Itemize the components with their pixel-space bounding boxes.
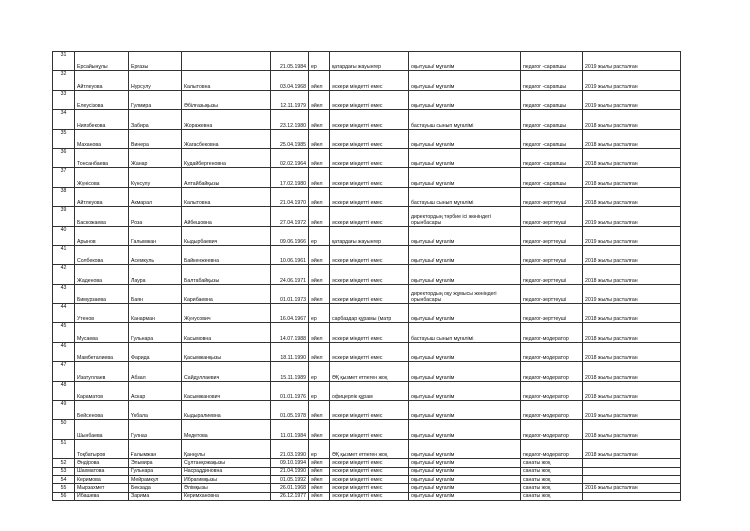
surname-cell: Бимурзаева (75, 284, 129, 303)
patronymic-cell: Карибаевна (182, 284, 271, 303)
position-cell: оқытушы/ мұғалім (409, 342, 521, 361)
row-number: 31 (53, 52, 75, 71)
table-row (53, 362, 681, 381)
position-cell: оқытушы/ мұғалім (409, 439, 521, 458)
row-number: 41 (53, 245, 75, 264)
gender-cell: әйел (309, 207, 330, 226)
row-number: 40 (53, 226, 75, 245)
category-cell: педагог -сарапшы (521, 129, 583, 148)
confirmation-note-cell: 2018 жылы расталған (583, 342, 681, 361)
position-cell: оқытушы/ мұғалім (409, 401, 521, 420)
military-status-cell: әскери міндетті емес (330, 420, 409, 439)
gender-cell: әйел (309, 459, 330, 467)
category-cell: санаты жоқ (521, 475, 583, 483)
name-cell: Жанар (129, 148, 182, 167)
patronymic-cell: Калытовна (182, 187, 271, 206)
confirmation-note-cell: 2018 жылы расталған (583, 362, 681, 381)
position-cell: оқытушы/ мұғалім (409, 420, 521, 439)
patronymic-cell: Әлімқызы (182, 484, 271, 492)
patronymic-cell: Қасымжанқызы (182, 342, 271, 361)
patronymic-cell (182, 52, 271, 71)
military-status-cell: ӘҚ қызмет етпеген жоқ (330, 439, 409, 458)
category-cell: педагог-зерттеуші (521, 245, 583, 264)
category-cell: педагог -сарапшы (521, 52, 583, 71)
table-row (53, 381, 681, 400)
patronymic-cell: Кыдырбаевич (182, 226, 271, 245)
row-number: 43 (53, 284, 75, 303)
gender-cell: әйел (309, 168, 330, 187)
table-row (53, 467, 681, 475)
patronymic-cell: Керимхановна (182, 492, 271, 500)
surname-cell: Ибашева (75, 492, 129, 500)
category-cell: педагог-модератор (521, 362, 583, 381)
patronymic-cell: Насраддиновна (182, 467, 271, 475)
row-number: 45 (53, 323, 75, 342)
military-status-cell: әскери міндетті емес (330, 265, 409, 284)
patronymic-cell: Касымжанович (182, 381, 271, 400)
birth-date-cell: 09.06.1966 (271, 226, 309, 245)
position-cell: оқытушы/ мұғалім (409, 304, 521, 323)
surname-cell: Мырзахмет (75, 484, 129, 492)
name-cell: Эльмира (129, 459, 182, 467)
confirmation-note-cell: 2019 жылы расталған (583, 226, 681, 245)
gender-cell: ер (309, 381, 330, 400)
table-row (53, 168, 681, 187)
name-cell: Нурсулу (129, 71, 182, 90)
confirmation-note-cell: 2018 жылы расталған (583, 148, 681, 167)
patronymic-cell: Ибрагимқызы (182, 475, 271, 483)
military-status-cell: әскери міндетті емес (330, 148, 409, 167)
row-number: 47 (53, 362, 75, 381)
position-cell: оқытушы/ мұғалім (409, 168, 521, 187)
table-row (53, 265, 681, 284)
table-row (53, 284, 681, 303)
military-status-cell: әскери міндетті емес (330, 484, 409, 492)
gender-cell: әйел (309, 90, 330, 109)
row-number: 51 (53, 439, 75, 458)
position-cell: директордың оқу жұмысы жөніндегі орынбасары (409, 284, 521, 303)
gender-cell: әйел (309, 148, 330, 167)
patronymic-cell: Сұлтанқожақызы (182, 459, 271, 467)
gender-cell: әйел (309, 265, 330, 284)
staff-table (52, 51, 681, 501)
category-cell: педагог -сарапшы (521, 148, 583, 167)
gender-cell: ер (309, 226, 330, 245)
surname-cell: Утенов (75, 304, 129, 323)
confirmation-note-cell: 2019 жылы расталған (583, 207, 681, 226)
row-number: 46 (53, 342, 75, 361)
name-cell: Баян (129, 284, 182, 303)
gender-cell: әйел (309, 71, 330, 90)
gender-cell: әйел (309, 187, 330, 206)
gender-cell: әйел (309, 284, 330, 303)
name-cell: Бекзада (129, 484, 182, 492)
name-cell: Галымжан (129, 226, 182, 245)
military-status-cell: офицерлік құрам (330, 381, 409, 400)
category-cell: санаты жоқ (521, 484, 583, 492)
patronymic-cell: Сайдуллаевич (182, 362, 271, 381)
military-status-cell: сарбаздар құрамы (матр (330, 304, 409, 323)
confirmation-note-cell: 2018 жылы расталған (583, 420, 681, 439)
row-number: 33 (53, 90, 75, 109)
category-cell: педагог-зерттеуші (521, 226, 583, 245)
surname-cell: Маханова (75, 129, 129, 148)
table-row (53, 401, 681, 420)
patronymic-cell: Кыдыралиевна (182, 401, 271, 420)
position-cell: оқытушы/ мұғалім (409, 459, 521, 467)
position-cell: оқытушы/ мұғалім (409, 71, 521, 90)
position-cell: оқытушы/ мұғалім (409, 52, 521, 71)
birth-date-cell: 02.02.1964 (271, 148, 309, 167)
position-cell: оқытушы/ мұғалім (409, 129, 521, 148)
confirmation-note-cell: 2018 жылы расталған (583, 187, 681, 206)
surname-cell: Ниязбекова (75, 110, 129, 129)
birth-date-cell: 25.04.1985 (271, 129, 309, 148)
category-cell: санаты жоқ (521, 492, 583, 500)
row-number: 54 (53, 475, 75, 483)
military-status-cell: әскери міндетті емес (330, 90, 409, 109)
name-cell: Асемкуль (129, 245, 182, 264)
military-status-cell: әскери міндетті емес (330, 467, 409, 475)
confirmation-note-cell: 2019 жылы расталған (583, 71, 681, 90)
table-row (53, 475, 681, 483)
category-cell: педагог-модератор (521, 381, 583, 400)
patronymic-cell: Әбілғазықызы (182, 90, 271, 109)
row-number: 48 (53, 381, 75, 400)
military-status-cell: әскери міндетті емес (330, 71, 409, 90)
patronymic-cell: Медетова (182, 420, 271, 439)
category-cell: педагог-зерттеуші (521, 284, 583, 303)
gender-cell: әйел (309, 110, 330, 129)
row-number: 36 (53, 148, 75, 167)
surname-cell: Елеусізова (75, 90, 129, 109)
name-cell: Канарман (129, 304, 182, 323)
name-cell: Үкбала (129, 401, 182, 420)
surname-cell: Солбекова (75, 245, 129, 264)
confirmation-note-cell: 2016 жылы расталған (583, 484, 681, 492)
table-row (53, 492, 681, 500)
position-cell: оқытушы/ мұғалім (409, 467, 521, 475)
birth-date-cell: 15.11.1989 (271, 362, 309, 381)
gender-cell: ер (309, 439, 330, 458)
military-status-cell: әскери міндетті емес (330, 245, 409, 264)
surname-cell: Шахматова (75, 467, 129, 475)
position-cell: бастауыш сынып мұғалімі (409, 110, 521, 129)
military-status-cell: әскери міндетті емес (330, 401, 409, 420)
category-cell: педагог-модератор (521, 420, 583, 439)
name-cell: Гульнара (129, 323, 182, 342)
confirmation-note-cell: 2018 жылы расталған (583, 381, 681, 400)
birth-date-cell: 10.06.1961 (271, 245, 309, 264)
birth-date-cell: 21.03.1990 (271, 439, 309, 458)
category-cell: педагог-модератор (521, 323, 583, 342)
table-row (53, 90, 681, 109)
surname-cell: Тонсанбаева (75, 148, 129, 167)
position-cell: оқытушы/ мұғалім (409, 245, 521, 264)
category-cell: педагог-зерттеуші (521, 187, 583, 206)
birth-date-cell: 01.05.1978 (271, 401, 309, 420)
table-row (53, 52, 681, 71)
patronymic-cell: Қанңулы (182, 439, 271, 458)
category-cell: педагог-зерттеуші (521, 207, 583, 226)
birth-date-cell: 09.10.1994 (271, 459, 309, 467)
confirmation-note-cell: 2018 жылы расталған (583, 168, 681, 187)
military-status-cell: әскери міндетті емес (330, 207, 409, 226)
confirmation-note-cell: 2018 жылы расталған (583, 129, 681, 148)
surname-cell: Караматов (75, 381, 129, 400)
table-row (53, 245, 681, 264)
name-cell: Аскар (129, 381, 182, 400)
birth-date-cell: 23.12.1980 (271, 110, 309, 129)
confirmation-note-cell: 2019 жылы расталған (583, 90, 681, 109)
row-number: 34 (53, 110, 75, 129)
military-status-cell: әскери міндетті емес (330, 475, 409, 483)
surname-cell: Айтлеуова (75, 187, 129, 206)
category-cell: педагог-модератор (521, 401, 583, 420)
birth-date-cell: 24.06.1971 (271, 265, 309, 284)
surname-cell: Изатуллаев (75, 362, 129, 381)
table-row (53, 342, 681, 361)
table-row (53, 304, 681, 323)
position-cell: оқытушы/ мұғалім (409, 484, 521, 492)
gender-cell: әйел (309, 245, 330, 264)
category-cell: педагог -сарапшы (521, 110, 583, 129)
position-cell: оқытушы/ мұғалім (409, 362, 521, 381)
patronymic-cell: Кудайбергеновна (182, 148, 271, 167)
row-number: 49 (53, 401, 75, 420)
position-cell: оқытушы/ мұғалім (409, 475, 521, 483)
surname-cell: Айтлеуова (75, 71, 129, 90)
gender-cell: әйел (309, 401, 330, 420)
birth-date-cell: 03.04.1968 (271, 71, 309, 90)
category-cell: педагог-модератор (521, 342, 583, 361)
birth-date-cell: 16.04.1967 (271, 304, 309, 323)
birth-date-cell: 21.04.1990 (271, 467, 309, 475)
military-status-cell: әскери міндетті емес (330, 284, 409, 303)
category-cell: педагог-зерттеуші (521, 304, 583, 323)
row-number: 44 (53, 304, 75, 323)
military-status-cell: әскери міндетті емес (330, 492, 409, 500)
surname-cell: Тоқбатыров (75, 439, 129, 458)
birth-date-cell: 21.04.1970 (271, 187, 309, 206)
patronymic-cell: Калытовна (182, 71, 271, 90)
name-cell: Винера (129, 129, 182, 148)
patronymic-cell: Жагасбековна (182, 129, 271, 148)
category-cell: санаты жоқ (521, 459, 583, 467)
name-cell: Акмарал (129, 187, 182, 206)
position-cell: бастауыш сынып мұғалімі (409, 323, 521, 342)
birth-date-cell: 27.04.1972 (271, 207, 309, 226)
confirmation-note-cell: 2018 жылы расталған (583, 110, 681, 129)
gender-cell: әйел (309, 420, 330, 439)
table-row (53, 439, 681, 458)
position-cell: оқытушы/ мұғалім (409, 148, 521, 167)
confirmation-note-cell: 2018 жылы расталған (583, 245, 681, 264)
gender-cell: әйел (309, 492, 330, 500)
confirmation-note-cell: 2018 жылы расталған (583, 304, 681, 323)
confirmation-note-cell (583, 467, 681, 475)
name-cell: Күнсулу (129, 168, 182, 187)
table-row (53, 420, 681, 439)
category-cell: педагог-зерттеуші (521, 265, 583, 284)
birth-date-cell: 21.05.1984 (271, 52, 309, 71)
military-status-cell: әскери міндетті емес (330, 342, 409, 361)
birth-date-cell: 01.01.1973 (271, 284, 309, 303)
table-row (53, 71, 681, 90)
table-body (53, 52, 681, 501)
birth-date-cell: 18.11.1990 (271, 342, 309, 361)
patronymic-cell: Балтабайқызы (182, 265, 271, 284)
table-row (53, 187, 681, 206)
surname-cell: Арынов (75, 226, 129, 245)
row-number: 39 (53, 207, 75, 226)
confirmation-note-cell (583, 475, 681, 483)
confirmation-note-cell (583, 459, 681, 467)
table-row (53, 323, 681, 342)
row-number: 52 (53, 459, 75, 467)
patronymic-cell: Жунусович (182, 304, 271, 323)
patronymic-cell: Алтайбайқызы (182, 168, 271, 187)
confirmation-note-cell: 2019 жылы расталған (583, 284, 681, 303)
position-cell: директордың тәрбие ісі жөніндегі орынбасары (409, 207, 521, 226)
name-cell: Мейрамкул (129, 475, 182, 483)
confirmation-note-cell: 2018 жылы расталған (583, 323, 681, 342)
surname-cell: Жүнісова (75, 168, 129, 187)
gender-cell: ер (309, 52, 330, 71)
gender-cell: әйел (309, 484, 330, 492)
gender-cell: әйел (309, 323, 330, 342)
military-status-cell: әскери міндетті емес (330, 168, 409, 187)
table-row (53, 226, 681, 245)
row-number: 32 (53, 71, 75, 90)
surname-cell: Мамбеталиева (75, 342, 129, 361)
position-cell: оқытушы/ мұғалім (409, 265, 521, 284)
row-number: 55 (53, 484, 75, 492)
birth-date-cell: 26.01.1968 (271, 484, 309, 492)
military-status-cell: ӘҚ қызмет етпеген жоқ (330, 362, 409, 381)
gender-cell: әйел (309, 475, 330, 483)
birth-date-cell: 01.01.1976 (271, 381, 309, 400)
surname-cell: Жаденова (75, 265, 129, 284)
name-cell: Гульнара (129, 467, 182, 475)
position-cell: бастауыш сынып мұғалімі (409, 187, 521, 206)
table-row (53, 484, 681, 492)
name-cell: Роза (129, 207, 182, 226)
gender-cell: ер (309, 304, 330, 323)
position-cell: оқытушы/ мұғалім (409, 381, 521, 400)
birth-date-cell: 12.11.1979 (271, 90, 309, 109)
gender-cell: әйел (309, 342, 330, 361)
surname-cell: Мусаева (75, 323, 129, 342)
confirmation-note-cell: 2019 жылы расталған (583, 52, 681, 71)
row-number: 35 (53, 129, 75, 148)
category-cell: педагог -сарапшы (521, 71, 583, 90)
category-cell: санаты жоқ (521, 467, 583, 475)
birth-date-cell: 26.12.1977 (271, 492, 309, 500)
table-row (53, 459, 681, 467)
military-status-cell: әскери міндетті емес (330, 129, 409, 148)
military-status-cell: әскери міндетті емес (330, 459, 409, 467)
category-cell: педагог-модератор (521, 439, 583, 458)
military-status-cell: қатардағы жауынгер (330, 226, 409, 245)
name-cell: Гулмира (129, 90, 182, 109)
position-cell: оқытушы/ мұғалім (409, 90, 521, 109)
table-row (53, 129, 681, 148)
row-number: 42 (53, 265, 75, 284)
name-cell: Фарида (129, 342, 182, 361)
name-cell: Лаура (129, 265, 182, 284)
confirmation-note-cell: 2018 жылы расталған (583, 265, 681, 284)
surname-cell: Бейсенова (75, 401, 129, 420)
category-cell: педагог -сарапшы (521, 90, 583, 109)
gender-cell: әйел (309, 467, 330, 475)
table-row (53, 110, 681, 129)
table-row (53, 207, 681, 226)
row-number: 53 (53, 467, 75, 475)
military-status-cell: әскери міндетті емес (330, 323, 409, 342)
military-status-cell: қатардағы жауынгер (330, 52, 409, 71)
name-cell: Зарима (129, 492, 182, 500)
position-cell: оқытушы/ мұғалім (409, 226, 521, 245)
surname-cell: Ерсайынұлы (75, 52, 129, 71)
confirmation-note-cell: 2019 жылы расталған (583, 401, 681, 420)
birth-date-cell: 01.05.1992 (271, 475, 309, 483)
birth-date-cell: 14.07.1988 (271, 323, 309, 342)
patronymic-cell: Жоражевна (182, 110, 271, 129)
row-number: 37 (53, 168, 75, 187)
position-cell: оқытушы/ мұғалім (409, 492, 521, 500)
military-status-cell: әскери міндетті емес (330, 187, 409, 206)
category-cell: педагог -сарапшы (521, 168, 583, 187)
gender-cell: әйел (309, 129, 330, 148)
surname-cell: Әндірова (75, 459, 129, 467)
gender-cell: ер (309, 362, 330, 381)
name-cell: Ерғазы (129, 52, 182, 71)
row-number: 56 (53, 492, 75, 500)
name-cell: Абзал (129, 362, 182, 381)
row-number: 50 (53, 420, 75, 439)
name-cell: Гулназ (129, 420, 182, 439)
name-cell: Ғалымжан (129, 439, 182, 458)
table-row (53, 148, 681, 167)
birth-date-cell: 11.01.1984 (271, 420, 309, 439)
birth-date-cell: 17.02.1980 (271, 168, 309, 187)
military-status-cell: әскери міндетті емес (330, 110, 409, 129)
patronymic-cell: Байкенжеевна (182, 245, 271, 264)
surname-cell: Шынбаева (75, 420, 129, 439)
confirmation-note-cell (583, 492, 681, 500)
patronymic-cell: Касымовна (182, 323, 271, 342)
confirmation-note-cell: 2018 жылы расталған (583, 439, 681, 458)
name-cell: Забира (129, 110, 182, 129)
surname-cell: Баскожаева (75, 207, 129, 226)
row-number: 38 (53, 187, 75, 206)
surname-cell: Керимова (75, 475, 129, 483)
patronymic-cell: Айбешовна (182, 207, 271, 226)
